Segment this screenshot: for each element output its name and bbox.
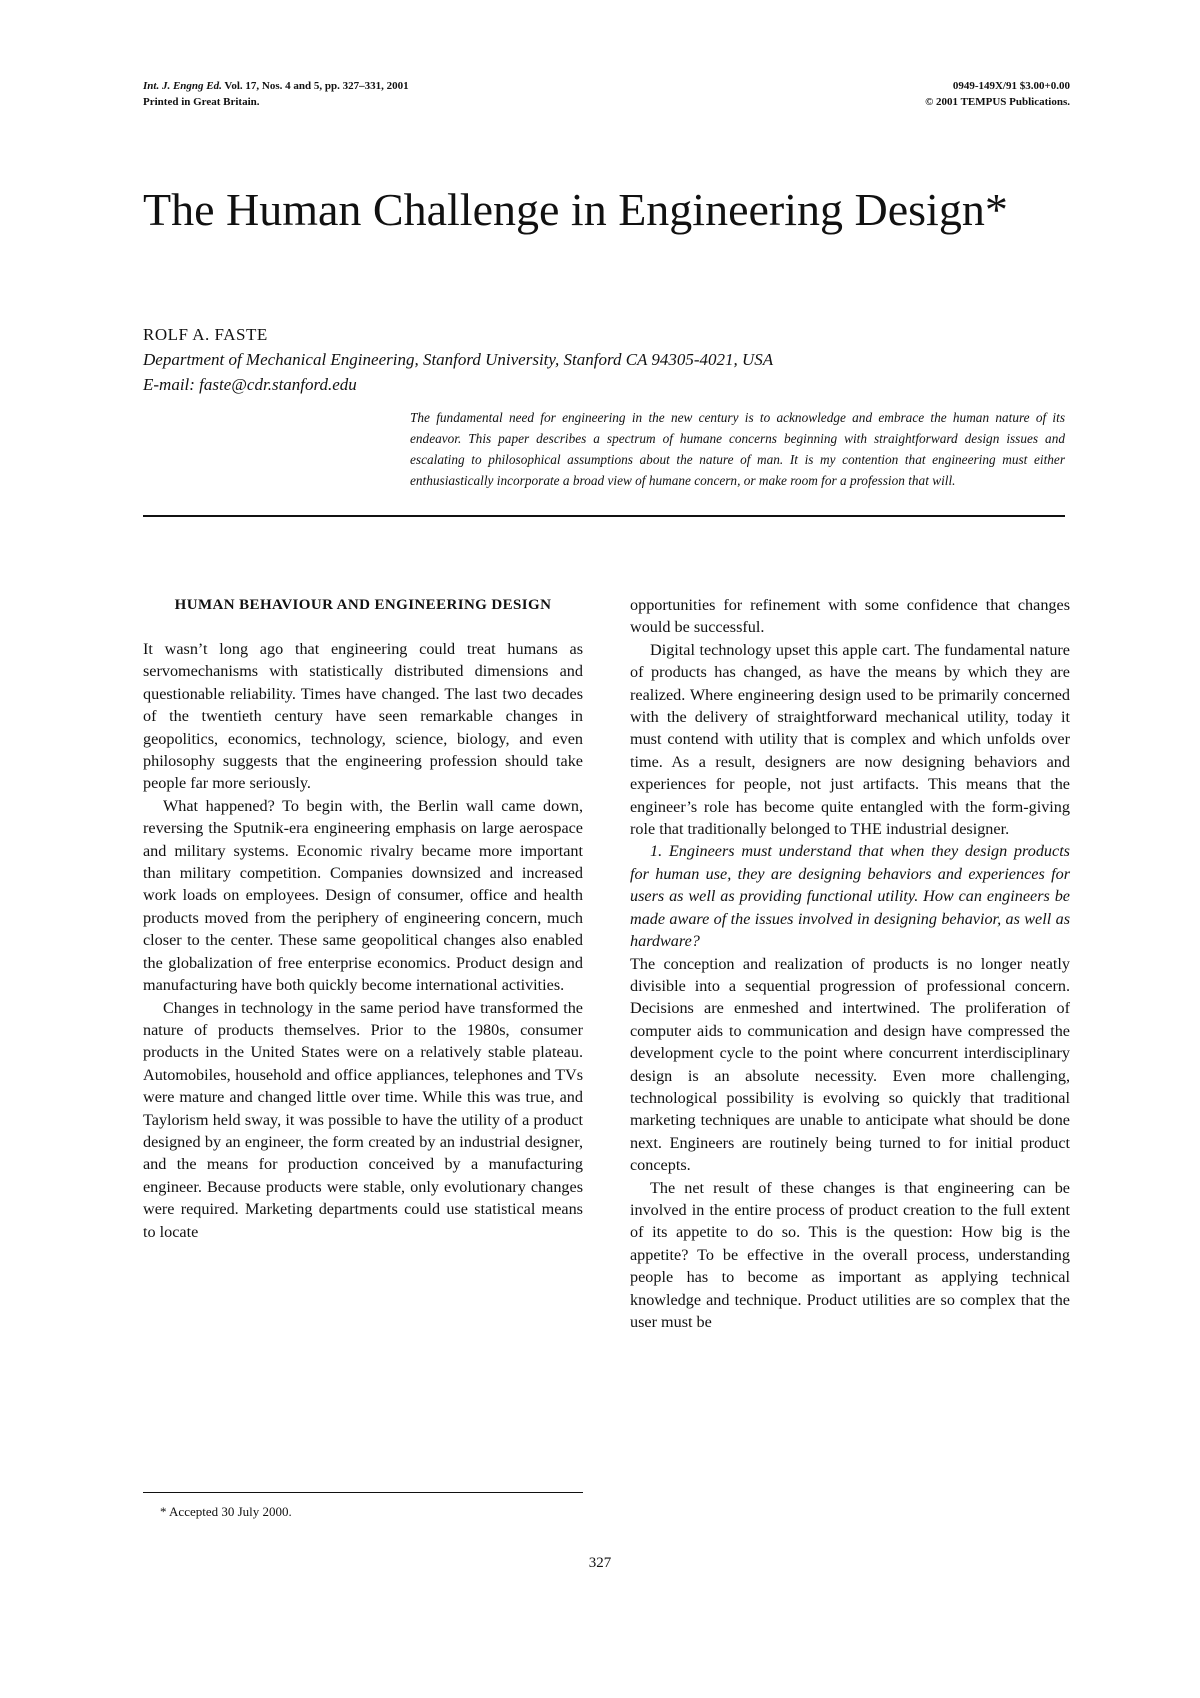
copyright: © 2001 TEMPUS Publications. — [925, 96, 1070, 108]
page-number: 327 — [588, 1555, 612, 1571]
footnote-divider — [143, 1492, 583, 1493]
paragraph: Digital technology upset this apple cart. The fundamental nature of products has changed, as have the means by which they are realized. Where engineering design used to be primarily concerned with the delivery of straightforward mechanical utility, today it must contend with utility that is complex and which unfolds over time. As a result, designers are now designing behaviors and experiences for people, not just artifacts. This means that the engineer’s role has become quite entangled with the form-giving role that traditionally belonged to THE industrial designer. — [630, 640, 1070, 839]
header-divider — [143, 515, 1065, 517]
author-affiliation: Department of Mechanical Engineering, Stanford University, Stanford CA 94305-4021, USA — [143, 350, 774, 369]
paragraph: The conception and realization of products is no longer neatly divisible into a sequential progression of professional concern. Decisions are enmeshed and intertwined. The proliferation of computer aids to communication and design have compressed the development cycle to the point where concurrent interdisciplinary design is an absolute necessity. Even more challenging, technological possibility is evolving so quickly that traditional marketing techniques are unable to anticipate what should be done next. Engineers are routinely being turned to for initial product concepts. — [630, 954, 1070, 1175]
left-column — [143, 594, 583, 1243]
running-header-left — [143, 78, 409, 110]
journal-name: Int. J. Engng Ed. — [143, 80, 222, 92]
abstract: The fundamental need for engineering in the new century is to acknowledge and embrace the human nature of its endeavor. This paper describes a spectrum of humane concerns beginning with straightforward design issues and escalating to philosophical assumptions about the nature of man. It is my contention that engineering must either enthusiastically incorporate a broad view of humane concern, or make room for a profession that will. — [410, 410, 1065, 488]
printed-location: Printed in Great Britain. — [143, 96, 260, 108]
running-header-right — [925, 78, 1070, 110]
question-callout: 1. Engineers must understand that when they design products for human use, they are designing behaviors and experiences for users as well as providing functional utility. How can engineers be made aware of the issues involved in designing behavior, as well as hardware? — [630, 842, 1070, 951]
author-name: ROLF A. FASTE — [143, 325, 268, 344]
journal-citation — [143, 78, 409, 94]
paper-title: The Human Challenge in Engineering Design* — [143, 184, 1008, 235]
right-column — [630, 594, 1070, 1333]
paragraph: What happened? To begin with, the Berlin wall came down, reversing the Sputnik-era engineering emphasis on large aerospace and military systems. Economic rivalry became more important than military competition. Companies downsized and increased work loads on employees. Design of consumer, office and health products moved from the periphery of engineering concern, much closer to the center. These same geopolitical changes also enabled the globalization of free enterprise economics. Product design and manufacturing have both quickly become international activities. — [143, 796, 583, 995]
footnote: * Accepted 30 July 2000. — [160, 1504, 292, 1519]
paragraph: opportunities for refinement with some confidence that changes would be successful. — [630, 596, 1070, 637]
paragraph: The net result of these changes is that engineering can be involved in the entire process of product creation to the full extent of its appetite to do so. This is the question: How big is the appetite? To be effective in the overall process, understanding people has to become as important as applying technical knowledge and technique. Product utilities are so complex that the user must be — [630, 1178, 1070, 1331]
paragraph: Changes in technology in the same period have transformed the nature of products themselves. Prior to the 1980s, consumer products in the United States were on a relatively stable plateau. Automobiles, household and office appliances, telephones and TVs were mature and changed little over time. While this was true, and Taylorism held sway, it was possible to have the utility of a product designed by an engineer, the form created by an industrial designer, and the means for production conceived by a manufacturing engineer. Because products were stable, only evolutionary changes were required. Marketing departments could use statistical means to locate — [143, 998, 583, 1241]
issn-price: 0949-149X/91 $3.00+0.00 — [952, 80, 1070, 92]
paragraph: It wasn’t long ago that engineering could treat humans as servomechanisms with statistically distributed dimensions and questionable reliability. Times have changed. The last two decades of the twentieth century have seen remarkable changes in geopolitics, economics, technology, science, biology, and even philosophy suggests that the engineering profession should take people far more seriously. — [143, 640, 583, 793]
section-heading: HUMAN BEHAVIOUR AND ENGINEERING DESIGN — [174, 597, 552, 613]
journal-volume-pages: Vol. 17, Nos. 4 and 5, pp. 327–331, 2001 — [221, 80, 409, 92]
author-email: E-mail: faste@cdr.stanford.edu — [143, 375, 357, 394]
